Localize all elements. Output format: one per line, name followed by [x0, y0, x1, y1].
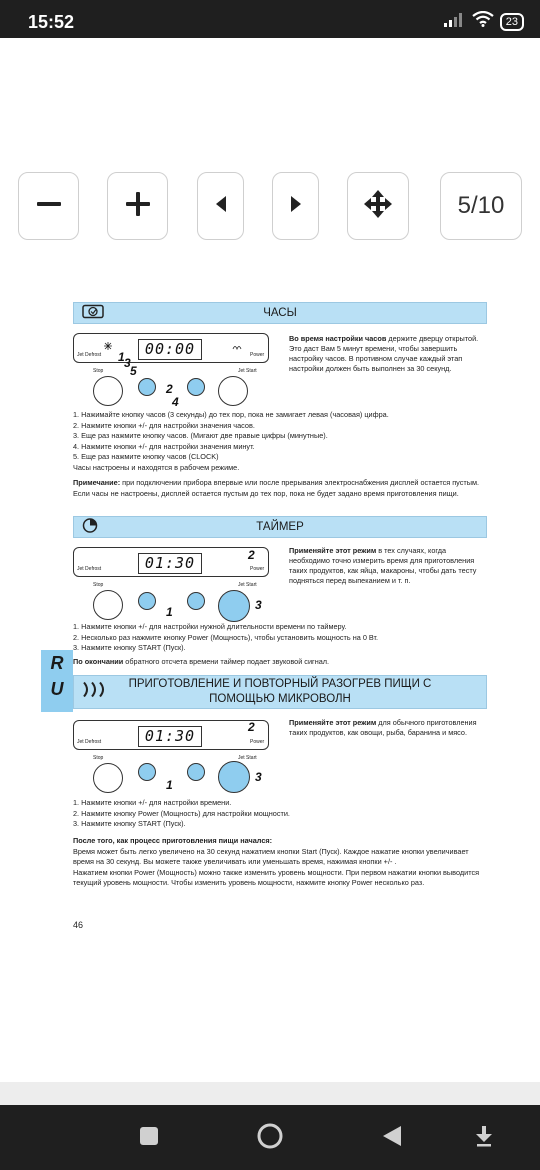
navigation-bar	[0, 1105, 540, 1170]
timer-step: 2. Несколько раз нажмите кнопку Power (Мощность), чтобы установить мощность на 0 Вт.	[73, 632, 379, 642]
clock-section-title: ЧАСЫ	[263, 307, 297, 319]
callout-number: 3	[124, 356, 131, 370]
page-gap	[0, 1082, 540, 1105]
jet-defrost-label: Jet Defrost	[77, 566, 102, 572]
callout-number: 2	[248, 720, 255, 734]
jet-start-label: Jet Start	[238, 755, 257, 761]
clock-step: 3. Еще раз нажмите кнопку часов. (Мигают две правые цифры (минутные).	[73, 431, 328, 440]
start-knob	[218, 761, 250, 793]
stop-knob	[93, 590, 123, 620]
microwave-lcd-display: 01:30	[138, 726, 202, 747]
callout-number: 2	[248, 548, 255, 562]
callout-number: 4	[172, 395, 179, 409]
battery-indicator: 23	[500, 13, 524, 31]
power-label: Power	[250, 566, 265, 572]
power-icon	[232, 337, 242, 355]
jet-defrost-icon	[104, 337, 112, 355]
callout-number: 3	[255, 598, 262, 612]
microwave-control-panel	[73, 720, 269, 750]
down-arrow-icon	[475, 1125, 493, 1152]
zoom-in-button[interactable]	[107, 172, 168, 240]
power-label: Power	[250, 739, 265, 745]
plus-knob	[187, 763, 205, 781]
callout-number: 1	[166, 778, 173, 792]
microwave-step: 3. Нажмите кнопку START (Пуск).	[73, 819, 186, 828]
callout-number: 2	[166, 382, 173, 396]
callout-number: 1	[166, 605, 173, 619]
stop-label: Stop	[93, 368, 104, 374]
page-indicator[interactable]	[440, 172, 522, 240]
clock-control-panel	[73, 333, 269, 363]
clock-steps	[73, 410, 489, 473]
jet-start-label: Jet Start	[238, 582, 257, 588]
jet-start-label: Jet Start	[238, 368, 257, 374]
start-knob	[218, 376, 248, 406]
microwave-title-line2: ПОМОЩЬЮ МИКРОВОЛН	[209, 693, 351, 705]
wifi-icon	[472, 11, 494, 32]
microwave-after-start: После того, как процесс приготовления пищи начался: Время может быть легко увеличено на 30 секунд нажатием кнопки Start (Пуск). Каждое нажатие кнопки увеличивает время на 30 секунд. Вы можете также увеличивать или уменьшать время, нажимая кнопки +/- . Нажатием кнопки Power (Мощность) можно также изменить уровень мощности. При первом нажатии кнопки выводится текущий уровень мощности. Чтобы изменить уровень мощности, нажмите кнопку Power несколько раз.	[73, 836, 480, 887]
minus-knob	[138, 378, 156, 396]
timer-description: Применяйте этот режим в тех случаях, когда необходимо точно измерить время для приготовления таких продуктов, как яйца, макароны, чтобы дать тесту подняться перед выпеканием и т. п.	[289, 546, 477, 585]
viewer-toolbar	[0, 172, 540, 242]
clock-description: Во время настройки часов держите дверцу открытой. Это даст Вам 5 минут времени, чтобы завершить настройку часов. В противном случае каждый этап настройки должен быть выполнен за 30 секунд.	[289, 334, 479, 373]
pan-button[interactable]	[347, 172, 409, 240]
circle-icon	[256, 1122, 284, 1155]
next-page-button[interactable]	[272, 172, 319, 240]
microwave-step: 1. Нажмите кнопки +/- для настройки времени.	[73, 798, 232, 807]
home-button[interactable]	[255, 1125, 285, 1151]
previous-page-button[interactable]	[197, 172, 244, 240]
clock-step: 5. Еще раз нажмите кнопку часов (CLOCK)	[73, 452, 219, 461]
clock-lcd-display: 00:00	[138, 339, 202, 360]
clock-note: Примечание: при подключении прибора впервые или после прерывания электроснабжения дисплей остается пустым. Если часы не настроены, дисплей остается пустым до тех пор, пока не будет задано время приготовления пищи.	[73, 478, 480, 498]
clock-section-header	[73, 302, 487, 324]
timer-section-header	[73, 516, 487, 538]
page-indicator-text: 5/10	[457, 192, 505, 219]
stop-knob	[93, 376, 123, 406]
back-button[interactable]	[380, 1125, 404, 1151]
start-knob	[218, 590, 250, 622]
timer-steps	[73, 622, 489, 654]
plus-knob	[187, 592, 205, 610]
clock-step: Часы настроены и находятся в рабочем режиме.	[73, 462, 240, 472]
timer-step: 1. Нажмите кнопки +/- для настройки нужной длительности времени по таймеру.	[73, 622, 347, 631]
microwave-waves-icon	[82, 681, 110, 704]
stop-knob	[93, 763, 123, 793]
signal-icon	[444, 11, 466, 32]
status-time: 15:52	[28, 12, 75, 32]
minus-icon	[35, 190, 63, 223]
callout-number: 1	[118, 350, 125, 364]
hide-keyboard-button[interactable]	[472, 1125, 496, 1151]
stop-label: Stop	[93, 582, 104, 588]
callout-number: 3	[255, 770, 262, 784]
microwave-description: Применяйте этот режим для обычного приготовления таких продуктов, как овощи, рыба, баранина и мясо.	[289, 718, 477, 737]
jet-defrost-label: Jet Defrost	[77, 352, 102, 358]
square-icon	[139, 1126, 159, 1151]
plus-knob	[187, 378, 205, 396]
recent-apps-button[interactable]	[136, 1125, 162, 1151]
timer-section-title: ТАЙМЕР	[256, 521, 304, 533]
stop-label: Stop	[93, 755, 104, 761]
jet-defrost-label: Jet Defrost	[77, 739, 102, 745]
clock-step: 2. Нажмите кнопки +/- для настройки значения часов.	[73, 420, 255, 430]
microwave-section-header	[73, 675, 487, 709]
microwave-step: 2. Нажмите кнопку Power (Мощность) для настройки мощности.	[73, 808, 290, 818]
microwave-title-line1: ПРИГОТОВЛЕНИЕ И ПОВТОРНЫЙ РАЗОГРЕВ ПИЩИ С	[128, 678, 432, 690]
clock-step: 1. Нажимайте кнопку часов (3 секунды) до тех пор, пока не замигает левая (часовая) цифра.	[73, 410, 389, 419]
status-bar	[0, 0, 540, 38]
minus-knob	[138, 592, 156, 610]
timer-icon	[82, 518, 98, 537]
triangle-right-icon	[289, 194, 303, 219]
triangle-left-icon	[214, 194, 228, 219]
back-triangle-icon	[381, 1124, 403, 1153]
page-number: 46	[73, 920, 84, 930]
move-icon	[363, 189, 393, 224]
timer-end-note: По окончании обратного отсчета времени таймер подает звуковой сигнал.	[73, 657, 330, 666]
microwave-steps	[73, 798, 489, 830]
language-tab: R U	[41, 650, 73, 712]
minus-knob	[138, 763, 156, 781]
callout-number: 5	[130, 364, 137, 378]
plus-icon	[124, 190, 152, 223]
power-label: Power	[250, 352, 265, 358]
zoom-out-button[interactable]	[18, 172, 79, 240]
timer-step: 3. Нажмите кнопку START (Пуск).	[73, 643, 186, 652]
timer-control-panel	[73, 547, 269, 577]
clock-step: 4. Нажмите кнопки +/- для настройки значения минут.	[73, 441, 255, 451]
clock-icon	[82, 304, 104, 323]
timer-lcd-display: 01:30	[138, 553, 202, 574]
